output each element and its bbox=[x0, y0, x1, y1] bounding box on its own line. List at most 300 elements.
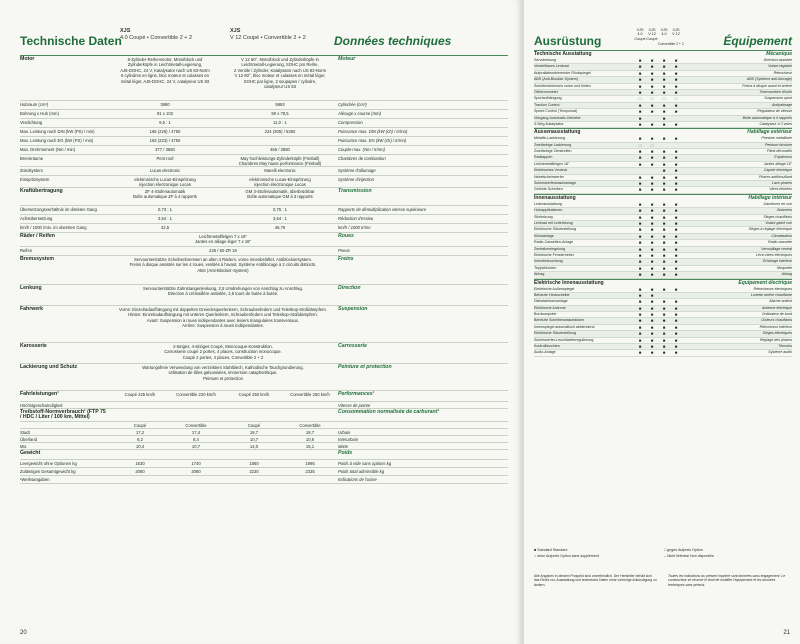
availability-mark: ■ bbox=[662, 259, 666, 265]
availability-mark: □ bbox=[662, 96, 666, 102]
availability-mark: ■ bbox=[638, 240, 642, 246]
section-title-de: Aussenausstattung bbox=[534, 129, 581, 136]
equipment-label-de: Zweifarbige Zierstreifen bbox=[534, 149, 572, 154]
spec-label: Fahrwerk bbox=[20, 306, 44, 312]
equipment-label-fr: Direction assistée bbox=[763, 58, 792, 62]
availability-mark: □ bbox=[638, 142, 642, 148]
column-header-line: XJS bbox=[648, 28, 656, 32]
availability-mark: ■ bbox=[650, 208, 654, 214]
spec-value-model1 bbox=[110, 147, 220, 152]
equipment-label-fr: Filets décoratifs bbox=[766, 149, 792, 154]
spec-label: Höchstgeschwindigkeit bbox=[20, 403, 63, 408]
section-title-fr: Mécanique bbox=[766, 51, 792, 57]
value-line: Servounterstützte Zahnstangenlenkung, 2,5 Umdrehungen von Anschlag zu Anschlag. bbox=[143, 286, 303, 291]
equipment-label-fr: ABS (Système anti-blocage) bbox=[746, 77, 792, 82]
availability-mark: ■ bbox=[650, 233, 654, 239]
spec-row bbox=[20, 476, 508, 484]
value-line: Utilisation de tôles galvanisées, immersion cataphorétique. bbox=[168, 370, 278, 376]
column-header-line: Coupé bbox=[646, 36, 658, 41]
equipment-label-fr: Rétroviseurs électriques bbox=[753, 286, 792, 291]
spec-row bbox=[20, 137, 508, 146]
availability-mark: ■ bbox=[638, 350, 642, 356]
spec-label: Treibstoff-Normverbrauch¹ (FTP 75 / HDC / Liter / 100 km, Mittel) bbox=[20, 409, 106, 421]
value-line: 0,73 : 1 bbox=[158, 207, 172, 212]
availability-mark: ■ bbox=[674, 136, 678, 142]
spec-label: Max. Leistung nach EG (kW (PS) / min) bbox=[20, 138, 94, 143]
availability-mark: ■ bbox=[674, 246, 678, 252]
spec-row bbox=[20, 155, 508, 167]
value-line: Wartungsfreie Verwendung von verzinktem Stahlblech, Kathodische Tauchgrundierung. bbox=[142, 365, 304, 370]
spec-label: Hubraum (cm³) bbox=[20, 102, 49, 107]
availability-mark: ■ bbox=[662, 220, 666, 226]
equipment-table bbox=[534, 50, 792, 357]
spec-label: Gewicht bbox=[20, 450, 41, 456]
value-line: 46,76 bbox=[274, 225, 286, 230]
availability-mark: □ bbox=[674, 96, 678, 102]
equipment-label-de: Elektrische Antenne bbox=[534, 305, 566, 310]
equipment-label-de: Scheibenbremsen vorne und hinten bbox=[534, 83, 591, 88]
availability-mark: ■ bbox=[638, 214, 642, 220]
spec-label-fr: Chambres de combustion bbox=[338, 156, 386, 161]
spec-value-shared bbox=[110, 344, 336, 360]
spec-label: Räder / Reifen bbox=[20, 233, 55, 239]
spec-label-fr: Cylindrée (cm³) bbox=[338, 102, 367, 107]
spec-row bbox=[20, 167, 508, 176]
section-title-fr: Habillage intérieur bbox=[748, 194, 792, 201]
availability-mark: ■ bbox=[662, 77, 666, 83]
availability-mark: ■ bbox=[674, 299, 678, 305]
value-line: Jantes en alliage léger 7 x 16" bbox=[195, 239, 251, 245]
spec-label-fr: Mixte bbox=[338, 444, 349, 449]
equipment-label-fr: Rétroviseur intérieur bbox=[759, 324, 792, 329]
performance-cell: 8,4 bbox=[193, 437, 199, 442]
section-title-de: Elektrische Innenausstattung bbox=[534, 279, 604, 286]
spec-row bbox=[20, 343, 508, 364]
spec-label: Achsübersetzung bbox=[20, 216, 53, 221]
availability-mark: ■ bbox=[650, 161, 654, 167]
availability-mark: ■ bbox=[662, 240, 666, 246]
value-line: 2 Ventile / Zylinder, Katalysator nach US 83-Norm bbox=[233, 67, 327, 73]
value-line: métal léger, AJ6-DOHC, 24 V, catalyseur US 83 bbox=[120, 78, 210, 84]
spec-value-model1 bbox=[110, 189, 220, 200]
column-header bbox=[670, 28, 682, 37]
equipment-label-fr: Rétroviseur bbox=[773, 70, 792, 75]
spec-value-shared bbox=[110, 307, 336, 329]
availability-mark: ■ bbox=[638, 312, 642, 318]
value-line: Hinten: Einzelradaufhängung mit unteren Querlenkern, Schraubenfedern und Teleskop-Stoßdämpfern. bbox=[128, 312, 318, 318]
availability-mark: ■ bbox=[674, 344, 678, 350]
availability-mark: ■ bbox=[650, 324, 654, 330]
value-line: GM 3-Stufenautomatik, überbrückbar bbox=[245, 189, 315, 194]
spec-value-model1 bbox=[110, 225, 220, 230]
page-equipment bbox=[524, 0, 800, 644]
availability-mark: ■ bbox=[674, 149, 678, 155]
equipment-section bbox=[534, 279, 792, 287]
equipment-label-de: Zentralverriegelung bbox=[534, 246, 565, 251]
value-line: 11,0 : 1 bbox=[273, 120, 287, 125]
technical-data-table bbox=[20, 56, 508, 484]
spec-label-fr: Consommation normalisée de carburant¹ bbox=[338, 409, 440, 415]
value-line: Peinture et protection bbox=[203, 375, 243, 381]
equipment-label-de: Holzapplikationen bbox=[534, 208, 563, 213]
performance-cell: 10,7 bbox=[249, 437, 259, 442]
value-line: 166 (226) / 4750 bbox=[149, 129, 181, 134]
availability-mark: ■ bbox=[650, 305, 654, 311]
value-line: Lucas electronic bbox=[149, 168, 181, 173]
equipment-label-de: Elektrische Außenspiegel bbox=[534, 286, 575, 291]
page-number: 21 bbox=[783, 630, 790, 636]
availability-mark: ■ bbox=[638, 220, 642, 226]
equipment-label-fr: Sièges à réglage électrique bbox=[748, 227, 792, 232]
spec-value-model1 bbox=[110, 207, 220, 212]
availability-mark: ■ bbox=[638, 70, 642, 76]
value-line: Direction à crémaillère assistée, 2,5 tours de butée à butée. bbox=[167, 291, 279, 297]
spec-label: Verdichtung bbox=[20, 120, 43, 125]
column-header-line: V 12 bbox=[648, 32, 656, 37]
availability-mark: ■ bbox=[638, 83, 642, 89]
value-line: AJ6-DOHC, 24 V, Katalysator nach US 83-Norm bbox=[120, 67, 210, 73]
spec-label-fr: Poids bbox=[338, 450, 353, 456]
equipment-label-fr: Airbag bbox=[781, 272, 792, 277]
equipment-section bbox=[534, 128, 792, 136]
equipment-label-fr: Système audio bbox=[768, 350, 792, 355]
availability-mark: ■ bbox=[674, 83, 678, 89]
availability-mark: ■ bbox=[674, 227, 678, 233]
spec-value-model1 bbox=[110, 111, 220, 116]
spec-row bbox=[20, 450, 508, 460]
availability-mark: ■ bbox=[674, 201, 678, 207]
spec-value-model1 bbox=[110, 156, 220, 161]
availability-mark: ■ bbox=[650, 201, 654, 207]
availability-mark: ■ bbox=[650, 331, 654, 337]
spec-value-model2 bbox=[224, 120, 336, 125]
legend-item bbox=[664, 554, 714, 559]
availability-mark: ■ bbox=[674, 155, 678, 161]
performance-cell: Convertible bbox=[185, 423, 207, 428]
equipment-label-de: Sitzheizung bbox=[534, 214, 553, 219]
spec-row bbox=[20, 101, 508, 110]
availability-mark: ■ bbox=[662, 121, 666, 127]
availability-mark: ■ bbox=[638, 252, 642, 258]
title-fr: Données techniques bbox=[334, 34, 452, 48]
availability-mark: ■ bbox=[674, 208, 678, 214]
section-title-fr: Habillage extérieur bbox=[747, 129, 792, 136]
availability-mark: ■ bbox=[650, 272, 654, 278]
value-line: elektronische Lucas-Einspritzung bbox=[134, 177, 196, 182]
equipment-label-fr: Lave-phares bbox=[772, 181, 792, 186]
performance-cell: 2230 bbox=[249, 469, 259, 474]
spec-row bbox=[20, 247, 508, 256]
model1-header: XJS 4.0 Coupé • Convertible 2 + 2 bbox=[120, 28, 193, 41]
spec-label-fr: Vitesse de pointe bbox=[338, 403, 371, 408]
availability-mark: ■ bbox=[650, 292, 654, 298]
legend-item bbox=[534, 554, 599, 559]
spec-label-fr: Carrosserie bbox=[338, 343, 367, 349]
availability-mark: ■ bbox=[662, 187, 666, 193]
availability-mark: ■ bbox=[662, 324, 666, 330]
equipment-label-de: Airbag bbox=[534, 272, 545, 277]
spec-value-model2 bbox=[224, 147, 336, 152]
availability-mark: ■ bbox=[674, 58, 678, 63]
availability-mark: ■ bbox=[674, 181, 678, 187]
value-line: V 12 60°, bloc moteur et culasses en métal léger, bbox=[234, 73, 326, 79]
equipment-label-de: Elektrische Sitzverstellung bbox=[534, 331, 576, 336]
availability-mark: ■ bbox=[662, 233, 666, 239]
value-line: Leichtmetallfelgen 7 x 16" bbox=[199, 234, 247, 239]
equipment-label-fr: Éclairage intérieur bbox=[763, 259, 792, 264]
availability-mark: ■ bbox=[674, 240, 678, 246]
column-header-line: XJS bbox=[672, 28, 680, 32]
spec-value-model2 bbox=[224, 156, 336, 167]
spec-value-model2 bbox=[224, 216, 336, 221]
performance-cell: 18,7 bbox=[305, 430, 315, 435]
title-de: Ausrüstung bbox=[534, 34, 602, 48]
value-line: Servounterstützte Scheibenbremsen an allen 4 Rädern, vorne innenbelüftet, Antiblockiersystem. bbox=[133, 257, 313, 262]
performance-cell: Coupé 250 km/h bbox=[238, 392, 270, 397]
spec-label: Max. Drehmoment (Nm / min) bbox=[20, 147, 76, 152]
spec-row bbox=[20, 364, 508, 391]
value-line: Leichtmetall-Legierung, SOHC pro Reihe, bbox=[241, 62, 319, 68]
spec-label: Zulässiges Gesamtgewicht kg bbox=[20, 469, 76, 474]
performance-cell: 18,7 bbox=[249, 430, 259, 435]
value-line: SOHC par ligne, 2 soupapes / cylindre, bbox=[243, 78, 317, 84]
value-line: 224 (305) / 5350 bbox=[264, 129, 296, 134]
availability-mark: ■ bbox=[674, 318, 678, 324]
spec-label: Lenkung bbox=[20, 285, 42, 291]
performance-cell: 17,2 bbox=[135, 430, 145, 435]
value-line: 6 cylindres en ligne, bloc moteur et culasses en bbox=[121, 73, 209, 79]
equipment-label-fr: Antenne électrique bbox=[762, 305, 792, 310]
equipment-label-fr: Ordinateur de bord bbox=[761, 312, 792, 317]
availability-mark: ■ bbox=[674, 286, 678, 292]
availability-mark: ■ bbox=[650, 136, 654, 142]
availability-mark: ■ bbox=[650, 187, 654, 193]
spec-value-model1 bbox=[110, 120, 220, 125]
availability-mark: ■ bbox=[650, 259, 654, 265]
legend-label-fr: Standard bbox=[552, 548, 568, 552]
equipment-label-fr: Peinture métallisée bbox=[761, 136, 792, 141]
availability-mark: ■ bbox=[674, 259, 678, 265]
value-line: Coupé 2 portes, 4 places, Convertible 2 + 2 bbox=[182, 354, 264, 360]
spec-label: Reifen bbox=[20, 248, 33, 253]
value-line: Boîte automatique GM à 3 rapports bbox=[247, 194, 313, 200]
availability-mark: ■ bbox=[638, 272, 642, 278]
availability-mark: ■ bbox=[650, 265, 654, 271]
equipment-row bbox=[534, 350, 792, 356]
availability-mark: ■ bbox=[662, 102, 666, 108]
availability-mark: ■ bbox=[650, 155, 654, 161]
spec-row bbox=[20, 146, 508, 155]
spec-label-fr: Interurbain bbox=[338, 437, 359, 442]
spec-label-fr: Réduction d'essieu bbox=[338, 216, 374, 221]
page-number: 20 bbox=[20, 630, 27, 636]
equipment-label-fr: Suspension sport bbox=[764, 96, 792, 101]
spec-label-fr: Pneus bbox=[338, 248, 350, 253]
spec-row bbox=[20, 56, 508, 101]
value-line: V 12 60°, Motorblock und Zylinderköpfe in bbox=[241, 57, 319, 62]
spec-label-fr: Poids total admissible kg bbox=[338, 469, 385, 474]
spec-label-fr: Poids à vide sans options kg bbox=[338, 461, 392, 466]
availability-mark: ■ bbox=[638, 181, 642, 187]
availability-mark: □ bbox=[650, 142, 654, 148]
availability-mark: ■ bbox=[674, 337, 678, 343]
spec-row bbox=[20, 119, 508, 128]
spec-value-shared bbox=[110, 248, 336, 253]
equipment-label-de: Speed Control (Tempomat) bbox=[534, 109, 578, 114]
performance-cell: 2335 bbox=[305, 469, 315, 474]
spec-label: Motor bbox=[20, 56, 35, 62]
equipment-label-fr: Peinture bicolore bbox=[765, 142, 792, 147]
spec-row bbox=[20, 306, 508, 343]
technical-data-header bbox=[20, 28, 508, 54]
value-line: catalyseur US 83 bbox=[264, 84, 296, 90]
availability-mark: ■ bbox=[662, 214, 666, 220]
availability-mark: ■ bbox=[674, 220, 678, 226]
value-line: 5993 bbox=[275, 102, 285, 107]
availability-mark: ■ bbox=[674, 252, 678, 258]
value-line: Vorne: Einzelradaufhängung mit doppelten Dreiecksquerlenkern, Schraubenfedern und Teleskop-Stoßdämpfern. bbox=[118, 307, 328, 312]
equipment-label-de: Beheizte Scheibenwaschdüsen bbox=[534, 318, 584, 323]
availability-mark: ■ bbox=[638, 299, 642, 305]
equipment-column-headers bbox=[634, 28, 682, 50]
availability-mark: ■ bbox=[638, 174, 642, 180]
spec-label: Karosserie bbox=[20, 343, 47, 349]
availability-mark: ■ bbox=[674, 350, 678, 356]
spec-label-fr: Compression bbox=[338, 120, 363, 125]
equipment-label-de: Verstellbares Lenkrad bbox=[534, 64, 569, 69]
title-fr: Équipement bbox=[723, 34, 792, 48]
availability-mark: ■ bbox=[650, 227, 654, 233]
availability-mark: ■ bbox=[662, 208, 666, 214]
value-line: Chambres May haute performance (Fireball) bbox=[238, 161, 322, 167]
equipment-label-fr: Boiseries bbox=[777, 208, 792, 213]
equipment-label-de: Sportaufhängung bbox=[534, 96, 562, 101]
performance-cell: 2080 bbox=[191, 469, 201, 474]
spec-row bbox=[20, 188, 508, 206]
equipment-label-fr: Volant réglable bbox=[768, 64, 792, 69]
availability-mark: ■ bbox=[662, 181, 666, 187]
spec-row bbox=[20, 460, 508, 468]
availability-mark: ■ bbox=[650, 83, 654, 89]
availability-mark: ■ bbox=[638, 115, 642, 121]
value-line: 91 x 102 bbox=[156, 111, 174, 116]
equipment-label-de: Servolenkung bbox=[534, 58, 556, 62]
spec-label-fr: Couple max. (Nm / tr/mn) bbox=[338, 147, 386, 152]
performance-cell: 1740 bbox=[191, 461, 201, 466]
availability-mark: ■ bbox=[638, 208, 642, 214]
performance-cell: 1860 bbox=[249, 461, 259, 466]
availability-mark: ■ bbox=[662, 109, 666, 115]
equipment-label-fr: Sièges chauffants bbox=[763, 214, 792, 219]
value-line: Freins à disque assistés sur les 4 roues, ventilés à l'avant, Système Antiblocage à 2 circuits distincts. bbox=[129, 262, 317, 268]
spec-row bbox=[20, 128, 508, 137]
spec-label-fr: km/h / 1000 tr/mn bbox=[338, 225, 371, 230]
availability-mark: ■ bbox=[650, 299, 654, 305]
spec-label-fr: Puissance max. DIN (kW (ch) / tr/mn) bbox=[338, 129, 408, 134]
availability-mark: ■ bbox=[638, 227, 642, 233]
value-line: May hochleistungs-Zylinderköpfe (Fireball) bbox=[240, 156, 320, 161]
value-line: 163 (223) / 4750 bbox=[149, 138, 181, 143]
availability-mark: ■ bbox=[650, 149, 654, 155]
value-line: 9,5 : 1 bbox=[159, 120, 171, 125]
value-line: 90 x 78,5 bbox=[271, 111, 289, 116]
spec-label-fr: Puissance max. EG (kW (ch) / tr/mn) bbox=[338, 138, 407, 143]
availability-mark: ■ bbox=[638, 149, 642, 155]
spec-label: Zündsystem bbox=[20, 168, 43, 173]
legend-label-fr: Non disponible bbox=[690, 554, 714, 558]
availability-mark: ■ bbox=[638, 331, 642, 337]
availability-mark: ■ bbox=[674, 265, 678, 271]
equipment-label-de: Scheinwerfer-Leuchtweiteregulierung bbox=[534, 337, 594, 342]
column-caption: Convertible 2 + 2 bbox=[658, 42, 684, 46]
spec-label: Brennräume bbox=[20, 156, 44, 161]
availability-mark: ■ bbox=[674, 331, 678, 337]
availability-mark: ■ bbox=[638, 161, 642, 167]
performance-cell: Coupé bbox=[247, 423, 261, 428]
availability-mark: ■ bbox=[662, 265, 666, 271]
equipment-label-fr: Boîte automatique à 4 rapports bbox=[742, 115, 792, 120]
equipment-label-de: Zweifarbige Lackierung bbox=[534, 142, 572, 147]
equipment-label-de: Beheizte Heckscheibe bbox=[534, 292, 570, 297]
availability-mark: ■ bbox=[650, 350, 654, 356]
spec-value-model2 bbox=[224, 207, 336, 212]
spec-value-shared bbox=[110, 286, 336, 297]
spec-row bbox=[20, 206, 508, 215]
availability-mark: ■ bbox=[674, 77, 678, 83]
availability-mark: ■ bbox=[650, 181, 654, 187]
spec-label-fr: Moteur bbox=[338, 56, 356, 62]
spec-value-shared bbox=[110, 257, 336, 273]
equipment-label-de: Aufprallabsorbierender Rückspiegel bbox=[534, 70, 591, 75]
availability-mark: ■ bbox=[638, 64, 642, 70]
equipment-label-fr: Garnitures en cuir bbox=[763, 201, 792, 206]
availability-mark: ■ bbox=[650, 58, 654, 63]
availability-mark: ■ bbox=[674, 168, 678, 174]
spec-row bbox=[20, 176, 508, 188]
equipment-label-fr: Lunette arrière chauffante bbox=[750, 292, 792, 297]
spec-value-model1 bbox=[110, 129, 220, 134]
performance-cell: Coupé 225 km/h bbox=[124, 392, 156, 397]
equipment-label-fr: Moquette bbox=[777, 265, 792, 270]
spec-row bbox=[20, 443, 508, 450]
equipment-label-de: Traction Control bbox=[534, 102, 560, 107]
spec-label: Lackierung und Schutz bbox=[20, 364, 78, 370]
availability-mark: ■ bbox=[638, 77, 642, 83]
equipment-label-fr: Sièges électriques bbox=[762, 331, 792, 336]
availability-mark: ■ bbox=[662, 331, 666, 337]
equipment-label-fr: Jantes alliage 16" bbox=[763, 161, 792, 166]
legend-item bbox=[664, 548, 703, 553]
availability-mark: ■ bbox=[650, 312, 654, 318]
spec-value-model2 bbox=[224, 102, 336, 107]
performance-cell: 15,1 bbox=[305, 444, 315, 449]
spec-value-model2 bbox=[224, 111, 336, 116]
spec-value-model1 bbox=[110, 102, 220, 107]
equipment-label-fr: Thermomètre d'huile bbox=[759, 89, 792, 94]
spec-label: Kraftübertragung bbox=[20, 188, 63, 194]
availability-mark: ■ bbox=[650, 286, 654, 292]
availability-mark: ■ bbox=[650, 64, 654, 70]
column-header-line: 4.0 bbox=[661, 32, 667, 37]
availability-mark: ■ bbox=[662, 70, 666, 76]
value-line: injection électronique Lucas bbox=[254, 182, 306, 188]
availability-mark: ■ bbox=[662, 149, 666, 155]
spec-row bbox=[20, 422, 508, 429]
value-line: ZF 4-Stufenautomatik bbox=[144, 189, 186, 194]
equipment-label-de: Elektrische Sitzverstellung bbox=[534, 227, 576, 232]
equipment-label-de: Nebelscheinwerfer bbox=[534, 174, 564, 179]
equipment-label-de: ABS (Anti-Blockier-System) bbox=[534, 77, 578, 82]
